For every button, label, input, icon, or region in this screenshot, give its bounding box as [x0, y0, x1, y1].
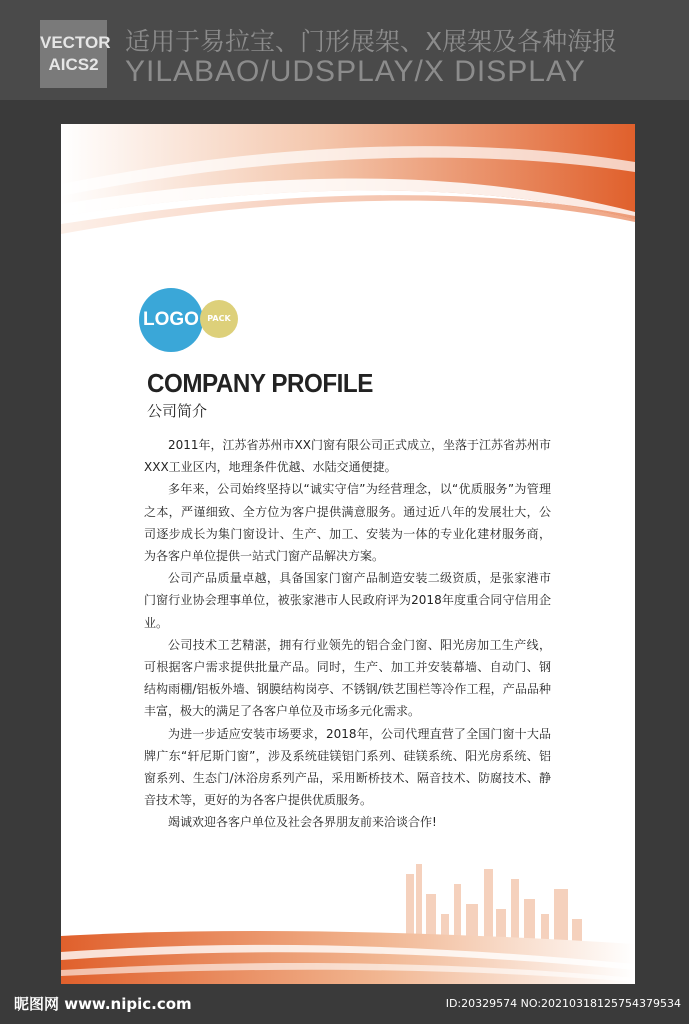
header-title-cn: 适用于易拉宝、门形展架、X展架及各种海报	[125, 27, 618, 56]
profile-body	[144, 434, 551, 834]
badge-line2: AICS2	[48, 55, 99, 74]
logo-pack-badge: PACK	[200, 300, 238, 338]
watermark-site: 昵图网 www.nipic.com	[14, 995, 192, 1013]
paragraph: 多年来，公司始终坚持以“诚实守信”为经营理念，以“优质服务”为管理之本，严谨细致、全方位为客户提供满意服务。通过近八年的发展壮大，公司逐步成长为集门窗设计、生产、加工、安装为一体的专业化建材服务商，为各客户单位提供一站式门窗产品解决方案。	[144, 482, 551, 564]
paragraph: 2011年，江苏省苏州市XX门窗有限公司正式成立，坐落于江苏省苏州市XXX工业区内，地理条件优越、水陆交通便捷。	[144, 438, 551, 475]
paragraph: 竭诚欢迎各客户单位及社会各界朋友前来洽谈合作!	[168, 815, 437, 830]
page-subtitle: 公司简介	[147, 402, 208, 420]
badge-line1: VECTOR	[40, 33, 111, 52]
bottom-wave-decoration	[61, 914, 635, 984]
top-wave-decoration	[61, 124, 635, 254]
top-banner	[0, 0, 689, 100]
logo: LOGO	[139, 288, 203, 352]
paragraph: 公司产品质量卓越，具备国家门窗产品制造安装二级资质，是张家港市门窗行业协会理事单位，被张家港市人民政府评为2018年度重合同守信用企业。	[144, 571, 551, 630]
page-title: COMPANY PROFILE	[147, 368, 373, 398]
watermark-id: ID:20329574 NO:20210318125754379534	[445, 997, 681, 1010]
paragraph: 公司技术工艺精湛，拥有行业领先的铝合金门窗、阳光房加工生产线，可根据客户需求提供批量产品。同时，生产、加工并安装幕墙、自动门、钢结构雨棚/铝板外墙、钢膜结构岗亭、不锈钢/铁艺围栏等冷作工程，产品品种丰富，极大的满足了各客户单位及市场多元化需求。	[144, 637, 551, 719]
poster	[61, 124, 635, 984]
vector-badge	[40, 20, 111, 88]
paragraph: 为进一步适应安装市场要求，2018年，公司代理直营了全国门窗十大品牌广东“轩尼斯门窗”，涉及系统硅镁铝门系列、硅镁系统、阳光房系统、铝窗系列、生态门/沐浴房系列产品，采用断桥技术、隔音技术、防腐技术、静音技术等，更好的为各客户提供优质服务。	[144, 726, 551, 808]
header-title-en: YILABAO/UDSPLAY/X DISPLAY	[125, 55, 586, 88]
